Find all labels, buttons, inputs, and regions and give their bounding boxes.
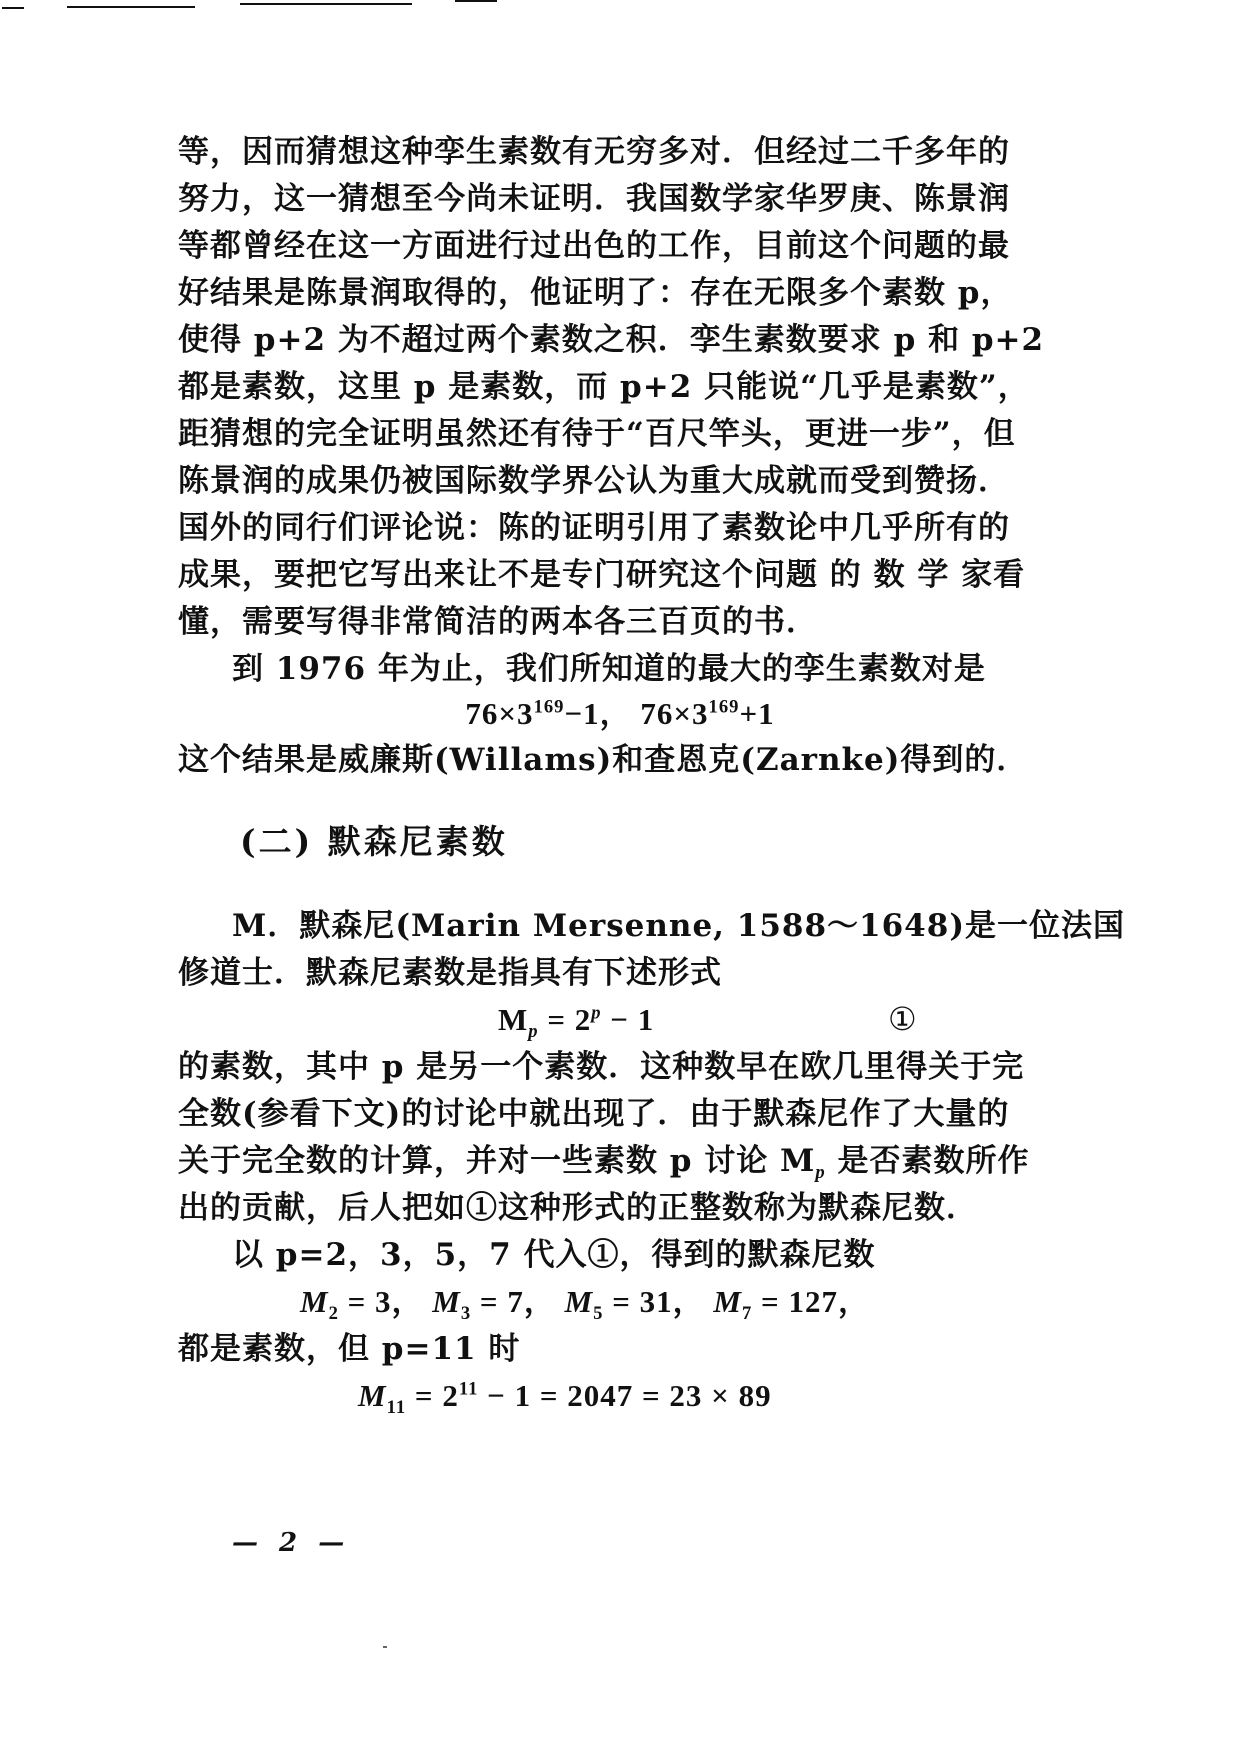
- text-line: 好结果是陈景润取得的，他证明了：存在无限多个素数 p，: [178, 275, 1013, 311]
- section-heading: (二) 默森尼素数: [240, 822, 508, 861]
- formula-exponent: p: [591, 1002, 602, 1024]
- equation-label: ①: [888, 1000, 917, 1038]
- text-line: 修道士．默森尼素数是指具有下述形式: [178, 955, 722, 991]
- scan-speck: [383, 1646, 387, 1648]
- subscript: p: [815, 1162, 826, 1184]
- text-line: 努力，这一猜想至今尚未证明．我国数学家华罗庚、陈景润: [178, 181, 1010, 217]
- twin-prime-formula: [0, 694, 1240, 734]
- value: 31: [639, 1284, 673, 1319]
- text-line: 等都曾经在这一方面进行过出色的工作，目前这个问题的最: [178, 228, 1010, 264]
- scan-artifact-line: [240, 3, 412, 5]
- subscript: 5: [593, 1303, 604, 1325]
- value: 127: [788, 1284, 838, 1319]
- text-part: 关于完全数的计算，并对一些素数 p 讨论 M: [178, 1143, 816, 1179]
- formula-subscript: p: [528, 1021, 539, 1043]
- formula-part: = 2: [538, 1002, 592, 1037]
- formula-part: M: [498, 1002, 529, 1037]
- text-line: 都是素数，但 p=11 时: [178, 1331, 521, 1367]
- formula-part: M: [358, 1378, 387, 1413]
- formula-part: 76×3: [465, 696, 534, 731]
- text-line: 的素数，其中 p 是另一个素数．这种数早在欧几里得关于完: [178, 1049, 1025, 1085]
- m11-formula: [358, 1376, 858, 1419]
- formula-part: −1，: [564, 696, 632, 731]
- value: 3: [375, 1284, 392, 1319]
- scan-artifact-line: [67, 6, 195, 8]
- subscript: 3: [460, 1303, 472, 1325]
- text-line: 以 p=2，3，5，7 代入①，得到的默森尼数: [232, 1237, 876, 1273]
- formula-part: − 1: [601, 1002, 655, 1037]
- text-line: M．默森尼(Marin Mersenne, 1588～1648)是一位法国: [232, 908, 1125, 944]
- text-part: 是否素数所作: [825, 1143, 1030, 1179]
- text-line: 成果，要把它写出来让不是专门研究这个问题 的 数 学 家看: [178, 557, 1026, 593]
- formula-exponent: 169: [533, 696, 565, 718]
- formula-part: = 2: [406, 1378, 459, 1413]
- text-line: 全数(参看下文)的讨论中就出现了．由于默森尼作了大量的: [178, 1096, 1010, 1132]
- page-number: — 2 —: [232, 1528, 351, 1558]
- formula-exponent: 11: [458, 1378, 479, 1400]
- scan-artifact-line: [2, 7, 24, 9]
- text-line: 等，因而猜想这种孪生素数有无穷多对．但经过二千多年的: [178, 134, 1010, 170]
- formula-subscript: 11: [386, 1397, 407, 1419]
- text-line: 距猜想的完全证明虽然还有待于“百尺竿头，更进一步”，但: [178, 416, 1016, 452]
- text-line: 出的贡献，后人把如①这种形式的正整数称为默森尼数．: [178, 1190, 978, 1226]
- scan-artifact-line: [455, 0, 497, 2]
- text-line: 陈景润的成果仍被国际数学界公认为重大成就而受到赞扬．: [178, 463, 1010, 499]
- value: 7: [507, 1284, 524, 1319]
- subscript: 7: [741, 1303, 753, 1325]
- text-line: 这个结果是威廉斯(Willams)和查恩克(Zarnke)得到的．: [178, 742, 1029, 778]
- formula-exponent: 169: [708, 696, 740, 718]
- text-line: 都是素数，这里 p 是素数，而 p+2 只能说“几乎是素数”，: [178, 369, 1030, 405]
- mersenne-values: $M_2 = 3$， $M_3 = 7$， $M_5 = 31$， $M_7 = 127$，: [300, 1284, 870, 1325]
- formula-part: +1: [739, 696, 775, 731]
- text-line: 国外的同行们评论说：陈的证明引用了素数论中几乎所有的: [178, 510, 1010, 546]
- text-line: 使得 p+2 为不超过两个素数之积．孪生素数要求 p 和 p+2: [178, 322, 1045, 358]
- text-line: [178, 1141, 1030, 1184]
- formula-part: − 1 = 2047 = 23 × 89: [478, 1378, 772, 1413]
- subscript: 2: [328, 1303, 339, 1325]
- mersenne-formula: [498, 1000, 798, 1043]
- text-line: 懂，需要写得非常简洁的两本各三百页的书．: [178, 604, 818, 640]
- formula-part: 76×3: [640, 696, 709, 731]
- text-line: 到 1976 年为止，我们所知道的最大的孪生素数对是: [232, 651, 986, 687]
